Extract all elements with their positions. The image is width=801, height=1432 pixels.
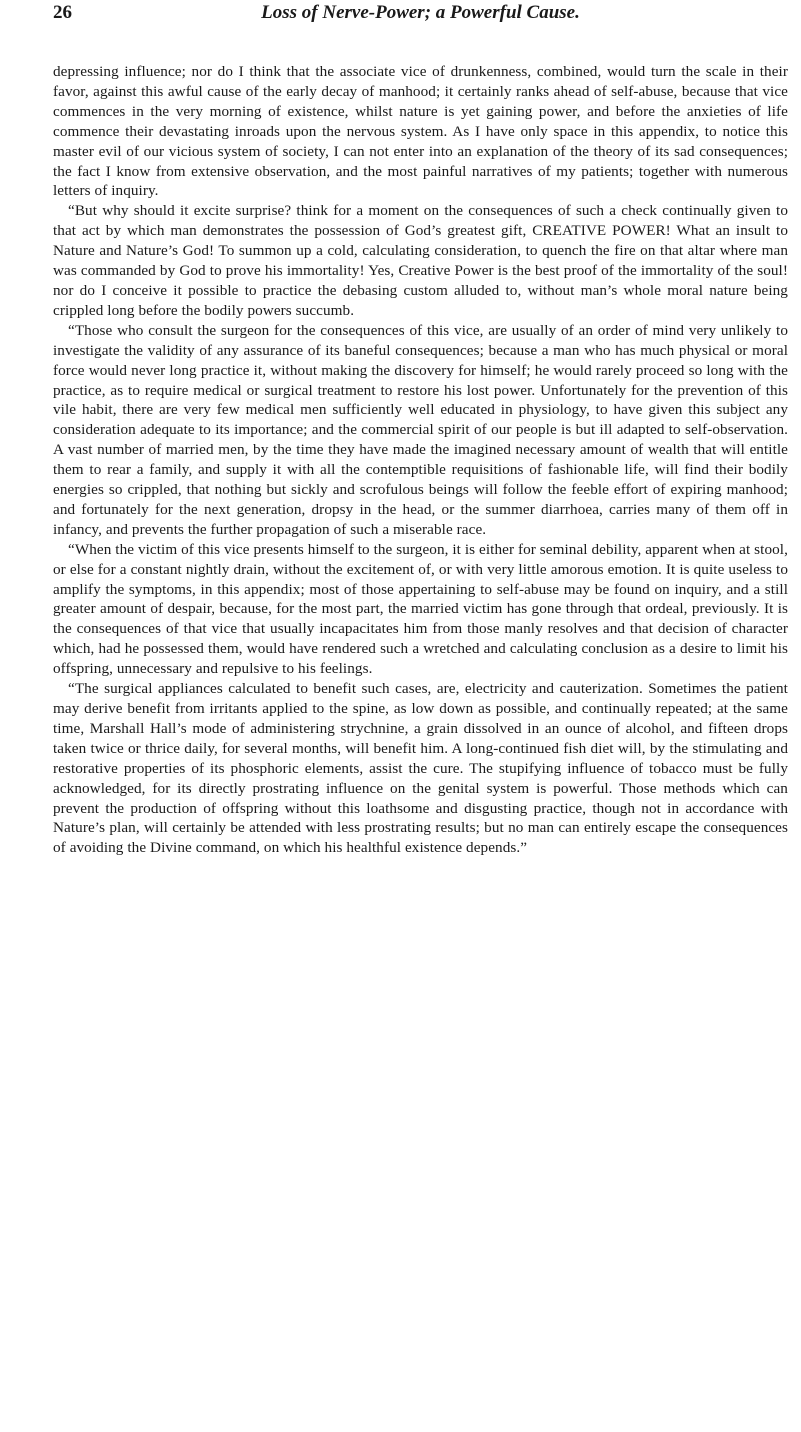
paragraph-continued: depressing influence; nor do I think that the associate vice of drunkenness, combined, would turn the scale in their favor, against this awful cause of the early decay of manhood; it certainly ranks ahead of self-abuse, because that vice commences in the very morning of existence, whilst nature is yet gaining power, and before the anxieties of life commence their devastating inroads upon the nervous system. As I have only space in this appendix, to notice this master evil of our vicious system of society, I can not enter into an explanation of the theory of its sad consequences; the fact I know from extensive observation, and the most painful narratives of my patients; together with numerous letters of inquiry.: [53, 63, 788, 200]
paragraph-creative-power: “But why should it excite surprise? think for a moment on the consequences of such a check continually given to that act by which man demonstrates the possession of God’s greatest gift, CREATIVE POWER! What an insult to Nature and Nature’s God! To summon up a cold, calculating consideration, to quench the fire on that altar where man was commanded by God to prove his immortality! Yes, Creative Power is the best proof of the immortality of the soul! nor do I conceive it possible to practice the debasing custom alluded to, without man’s whole moral nature being crippled long before the bodily powers succumb.: [53, 202, 788, 319]
paragraph-surgical-appliances: “The surgical appliances calculated to benefit such cases, are, electricity and cauterization. Sometimes the patient may derive benefit from irritants applied to the spine, as low down as possible, and continually repeated; at the same time, Marshall Hall’s mode of administering strychnine, a grain dissolved in an ounce of alcohol, and fifteen drops taken twice or thrice daily, for several months, will benefit him. A long-continued fish diet will, by the stimulating and restorative properties of its phosphoric elements, assist the cure. The stupifying influence of tobacco must be fully acknowledged, for its directly prostrating influence on the genital system is powerful. Those methods which can prevent the production of offspring without this loathsome and disgusting practice, though not in accordance with Nature’s plan, will certainly be attended with less prostrating results; but no man can entirely escape the consequences of avoiding the Divine command, on which his healthful existence depends.”: [53, 680, 788, 857]
body-text: [53, 62, 788, 858]
page-header: [53, 0, 788, 62]
book-page: [53, 0, 788, 858]
page-number: 26: [53, 2, 72, 23]
paragraph-victim-presents: “When the victim of this vice presents himself to the surgeon, it is either for seminal debility, apparent when at stool, or else for a constant nightly drain, without the excitement of, or with very little amorous emotion. It is quite useless to amplify the symptoms, in this appendix; most of those appertaining to self-abuse may be found on inquiry, and a still greater amount of despair, because, for the most part, the married victim has gone through that ordeal, previously. It is the consequences of that vice that usually incapacitates him from those manly resolves and that decision of character which, had he possessed them, would have rendered such a wretched and calculating conclusion as a desire to limit his offspring, unnecessary and repulsive to his feelings.: [53, 540, 788, 678]
running-head: Loss of Nerve-Power; a Powerful Cause.: [261, 2, 580, 23]
paragraph-consult-surgeon: “Those who consult the surgeon for the consequences of this vice, are usually of an order of mind very unlikely to investigate the validity of any assurance of its baneful consequences; because a man who has much physical or moral force would never long practice it, without making the discovery for himself; he would rarely proceed so long with the practice, as to require medical or surgical treatment to restore his lost power. Unfortunately for the prevention of this vile habit, there are very few medical men sufficiently well educated in physiology, to have given this subject any consideration adequate to its importance; and the commercial spirit of our people is but ill adapted to self-observation. A vast number of married men, by the time they have made the imagined necessary amount of wealth that will entitle them to rear a family, and supply it with all the contemptible requisitions of fashionable life, will find their bodily energies so crippled, that nothing but sickly and scrofulous beings will follow the feeble effort of expiring manhood; and fortunately for the next generation, dropsy in the head, or the summer diarrhoea, carries many of them off in infancy, and prevents the further propagation of such a miserable race.: [53, 321, 788, 538]
